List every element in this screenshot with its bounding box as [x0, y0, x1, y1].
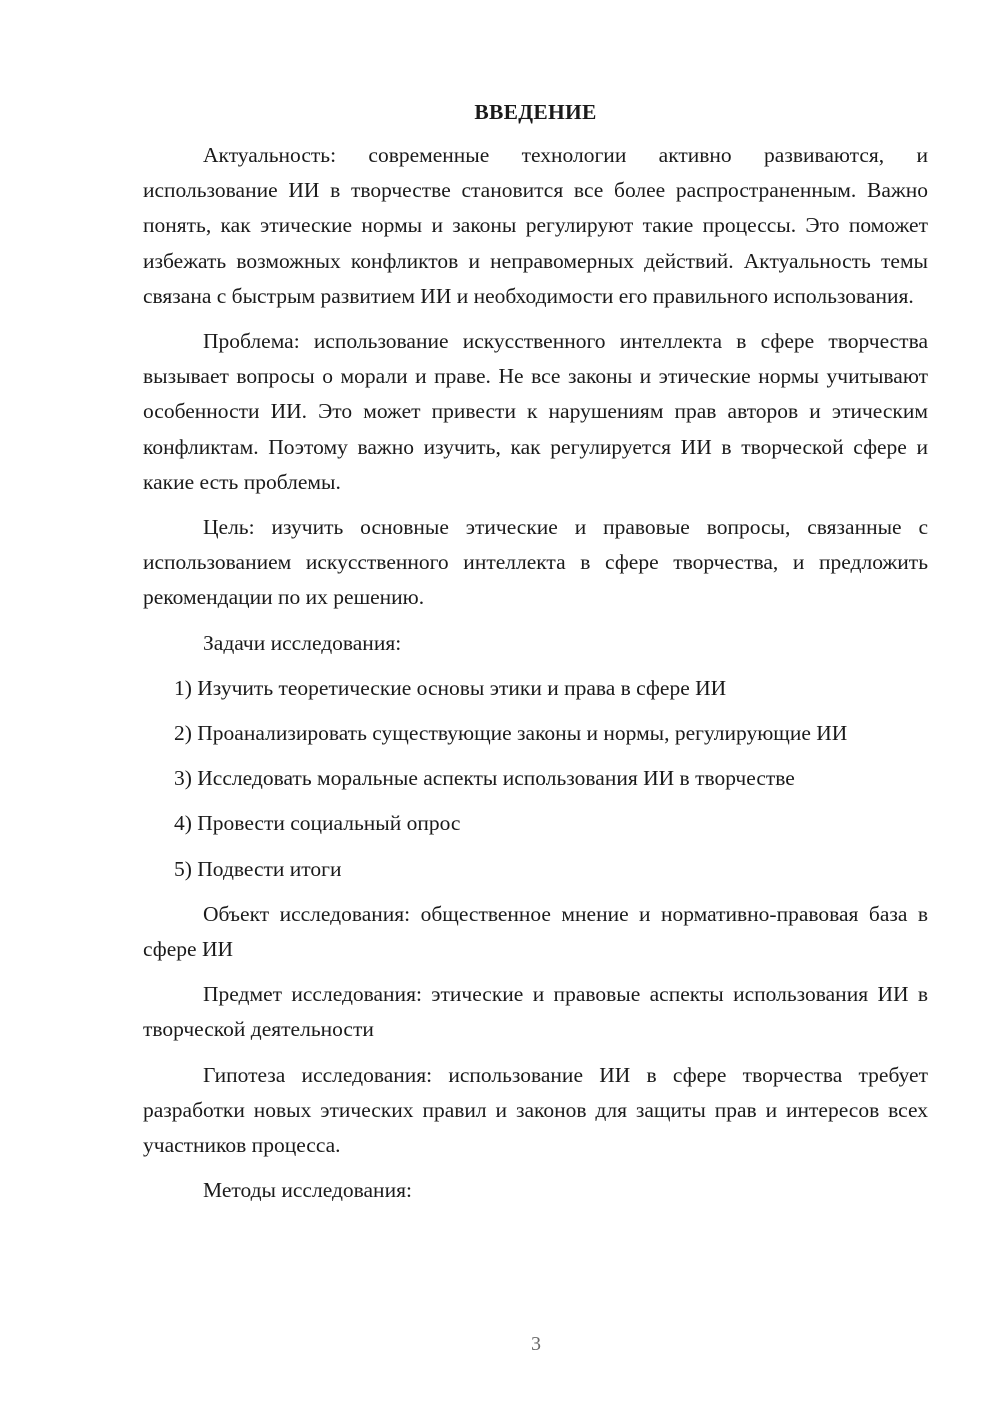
paragraph-goal: Цель: изучить основные этические и правовые вопросы, связанные с использованием искусственного интеллекта в сфере творчества, и предложить рекомендации по их решению. [143, 515, 928, 610]
section-title: ВВЕДЕНИЕ [474, 100, 597, 124]
task-item: 4) Провести социальный опрос [174, 811, 461, 836]
task-item: 5) Подвести итоги [174, 856, 342, 881]
task-item: 1) Изучить теоретические основы этики и права в сфере ИИ [174, 675, 727, 700]
task-item: 3) Исследовать моральные аспекты использования ИИ в творчестве [174, 766, 795, 791]
tasks-list [143, 671, 928, 887]
methods-heading: Методы исследования: [203, 1178, 412, 1203]
paragraph-problem: Проблема: использование искусственного интеллекта в сфере творчества вызывает вопросы о морали и праве. Не все законы и этические нормы учитывают особенности ИИ. Это может привести к нарушениям прав авторов и этическим конфликтам. Поэтому важно изучить, как регулируется ИИ в творческой сфере и какие есть проблемы. [143, 329, 928, 494]
paragraph-subject: Предмет исследования: этические и правовые аспекты использования ИИ в творческой деятельности [143, 982, 928, 1042]
page-number: 3 [531, 1333, 541, 1355]
paragraph-hypothesis: Гипотеза исследования: использование ИИ в сфере творчества требует разработки новых этических правил и законов для защиты прав и интересов всех участников процесса. [143, 1062, 928, 1158]
task-item: 2) Проанализировать существующие законы и нормы, регулирующие ИИ [174, 721, 848, 746]
paragraph-object: Объект исследования: общественное мнение и нормативно-правовая база в сфере ИИ [143, 901, 928, 962]
tasks-heading: Задачи исследования: [203, 630, 402, 655]
paragraph-relevance: Актуальность: современные технологии активно развиваются, и использование ИИ в творчестве становится все более распространенным. Важно понять, как этические нормы и законы регулируют такие процессы. Это поможет избежать возможных конфликтов и неправомерных действий. Актуальность темы связана с быстрым развитием ИИ и необходимости его правильного использования. [143, 143, 928, 308]
document-page [143, 96, 928, 1218]
